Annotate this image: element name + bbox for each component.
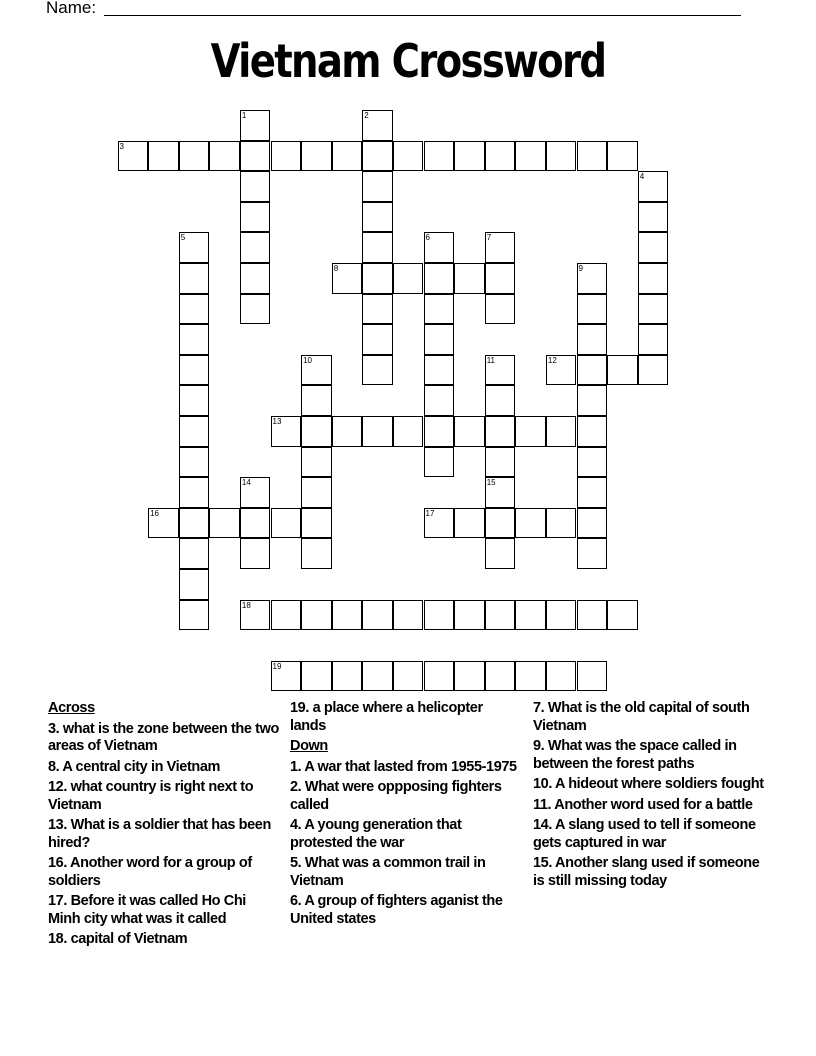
clue-item xyxy=(533,776,765,794)
clue-item-number: 13. xyxy=(48,817,67,833)
clue-item-text: a place where a helicopter lands xyxy=(290,700,483,734)
clues-column-1 xyxy=(48,700,280,952)
crossword-cell[interactable] xyxy=(424,447,455,478)
crossword-cell[interactable] xyxy=(577,263,608,294)
clue-item-number: 1. xyxy=(290,758,302,775)
crossword-cell[interactable] xyxy=(424,294,455,325)
crossword-cell[interactable] xyxy=(485,263,516,294)
crossword-cell[interactable] xyxy=(240,600,271,631)
crossword-cell[interactable] xyxy=(148,508,179,539)
crossword-cell[interactable] xyxy=(148,141,179,172)
clue-item-text: Another slang used if someone is still missing today xyxy=(533,855,760,889)
crossword-cell[interactable] xyxy=(179,141,210,172)
crossword-cell[interactable] xyxy=(546,508,577,539)
crossword-cell[interactable] xyxy=(485,447,516,478)
crossword-cell[interactable] xyxy=(607,141,638,172)
clues-column-2 xyxy=(290,700,520,931)
crossword-cell[interactable] xyxy=(179,416,210,447)
crossword-cell[interactable] xyxy=(454,508,485,539)
crossword-cell[interactable] xyxy=(271,508,302,539)
crossword-cell[interactable] xyxy=(271,141,302,172)
crossword-cell[interactable] xyxy=(577,294,608,325)
clue-item xyxy=(533,817,765,852)
clue-item-text: A young generation that protested the war xyxy=(290,817,462,851)
crossword-cell[interactable] xyxy=(454,661,485,692)
crossword-cell[interactable] xyxy=(332,263,363,294)
crossword-cell[interactable] xyxy=(179,477,210,508)
crossword-cell[interactable] xyxy=(301,416,332,447)
crossword-cell[interactable] xyxy=(240,232,271,263)
crossword-cell[interactable] xyxy=(393,141,424,172)
crossword-cell[interactable] xyxy=(240,477,271,508)
crossword-cell[interactable] xyxy=(301,600,332,631)
crossword-cell[interactable] xyxy=(577,324,608,355)
across-header: Across xyxy=(48,700,95,716)
clue-item xyxy=(290,817,520,852)
crossword-cell[interactable] xyxy=(240,508,271,539)
clue-item-text: what country is right next to Vietnam xyxy=(48,779,254,813)
clue-item-text: What were oppposing fighters called xyxy=(290,779,502,813)
clue-item xyxy=(48,893,280,928)
crossword-cell[interactable] xyxy=(332,416,363,447)
crossword-cell[interactable] xyxy=(424,600,455,631)
clue-item-number: 4. xyxy=(290,817,302,833)
clue-number: 6 xyxy=(425,233,430,243)
crossword-cell[interactable] xyxy=(362,661,393,692)
crossword-cell[interactable] xyxy=(271,416,302,447)
clue-item xyxy=(533,797,765,815)
crossword-cell[interactable] xyxy=(424,141,455,172)
crossword-cell[interactable] xyxy=(485,661,516,692)
crossword-cell[interactable] xyxy=(424,263,455,294)
clue-item-number: 18. xyxy=(48,931,67,947)
crossword-cell[interactable] xyxy=(118,141,149,172)
crossword-cell[interactable] xyxy=(393,661,424,692)
crossword-cell[interactable] xyxy=(577,416,608,447)
crossword-cell[interactable] xyxy=(362,600,393,631)
crossword-cell[interactable] xyxy=(485,232,516,263)
clue-item-text: Another word used for a battle xyxy=(551,796,753,813)
crossword-cell[interactable] xyxy=(546,416,577,447)
crossword-cell[interactable] xyxy=(638,171,669,202)
crossword-cell[interactable] xyxy=(515,416,546,447)
clue-item-number: 14. xyxy=(533,817,552,833)
clue-item-number: 3. xyxy=(48,720,60,737)
crossword-cell[interactable] xyxy=(638,324,669,355)
crossword-cell[interactable] xyxy=(577,508,608,539)
clue-item xyxy=(48,779,280,814)
clue-number: 16 xyxy=(150,508,159,518)
crossword-cell[interactable] xyxy=(424,324,455,355)
clue-item-text: what is the zone between the two areas of Vietnam xyxy=(48,720,279,754)
crossword-cell[interactable] xyxy=(240,294,271,325)
clue-item-number: 6. xyxy=(290,893,302,909)
clue-item xyxy=(290,700,520,735)
crossword-cell[interactable] xyxy=(362,141,393,172)
crossword-cell[interactable] xyxy=(179,324,210,355)
clue-item xyxy=(48,855,280,890)
crossword-cell[interactable] xyxy=(424,385,455,416)
crossword-cell[interactable] xyxy=(393,600,424,631)
crossword-cell[interactable] xyxy=(301,385,332,416)
clue-number: 14 xyxy=(241,478,251,488)
crossword-cell[interactable] xyxy=(638,294,669,325)
crossword-cell[interactable] xyxy=(485,385,516,416)
clue-item xyxy=(48,759,280,777)
crossword-cell[interactable] xyxy=(301,538,332,569)
crossword-cell[interactable] xyxy=(638,202,669,233)
clue-number: 15 xyxy=(486,478,496,488)
crossword-cell[interactable] xyxy=(638,263,669,294)
crossword-cell[interactable] xyxy=(240,110,271,141)
crossword-cell[interactable] xyxy=(240,263,271,294)
crossword-cell[interactable] xyxy=(332,141,363,172)
crossword-cell[interactable] xyxy=(577,447,608,478)
crossword-cell[interactable] xyxy=(362,324,393,355)
clue-number: 4 xyxy=(639,172,645,182)
crossword-cell[interactable] xyxy=(301,447,332,478)
crossword-cell[interactable] xyxy=(546,355,577,386)
crossword-cell[interactable] xyxy=(301,141,332,172)
clue-item-number: 10. xyxy=(533,776,552,792)
crossword-cell[interactable] xyxy=(301,355,332,386)
crossword-cell[interactable] xyxy=(362,294,393,325)
crossword-cell[interactable] xyxy=(362,263,393,294)
crossword-cell[interactable] xyxy=(485,141,516,172)
crossword-cell[interactable] xyxy=(362,202,393,233)
crossword-cell[interactable] xyxy=(424,232,455,263)
down-header: Down xyxy=(290,738,328,754)
crossword-cell[interactable] xyxy=(424,508,455,539)
crossword-cell[interactable] xyxy=(577,661,608,692)
clue-item-number: 17. xyxy=(48,893,67,909)
crossword-cell[interactable] xyxy=(271,600,302,631)
crossword-cell[interactable] xyxy=(577,141,608,172)
crossword-cell[interactable] xyxy=(577,355,608,386)
clue-item-number: 2. xyxy=(290,779,302,795)
crossword-cell[interactable] xyxy=(362,110,393,141)
clue-item-number: 9. xyxy=(533,738,545,754)
clue-item-text: What is the old capital of south Vietnam xyxy=(533,700,750,734)
clue-item-text: Another word for a group of soldiers xyxy=(48,855,252,889)
crossword-cell[interactable] xyxy=(424,416,455,447)
clue-item xyxy=(533,855,765,890)
crossword-cell[interactable] xyxy=(271,661,302,692)
crossword-cell[interactable] xyxy=(179,294,210,325)
crossword-cell[interactable] xyxy=(515,508,546,539)
clue-item-text: What was the space called in between the forest paths xyxy=(533,738,737,772)
clue-item-text: What is a soldier that has been hired? xyxy=(48,817,271,851)
crossword-cell[interactable] xyxy=(393,416,424,447)
crossword-cell[interactable] xyxy=(485,477,516,508)
clue-number: 1 xyxy=(241,111,247,120)
clue-number: 3 xyxy=(119,141,124,151)
crossword-cell[interactable] xyxy=(546,141,577,172)
crossword-cell[interactable] xyxy=(301,508,332,539)
clue-item-text: A hideout where soldiers fought xyxy=(551,776,764,792)
crossword-cell[interactable] xyxy=(393,263,424,294)
crossword-cell[interactable] xyxy=(424,355,455,386)
clue-item-number: 7. xyxy=(533,700,545,716)
crossword-cell[interactable] xyxy=(179,385,210,416)
clue-item-text: A central city in Vietnam xyxy=(59,758,221,775)
crossword-cell[interactable] xyxy=(424,661,455,692)
clue-item-number: 8. xyxy=(48,758,60,775)
clue-item-text: A group of fighters aganist the United states xyxy=(290,893,503,927)
clue-item xyxy=(290,893,520,928)
crossword-cell[interactable] xyxy=(546,661,577,692)
crossword-cell[interactable] xyxy=(515,661,546,692)
clue-number: 11 xyxy=(486,355,495,365)
crossword-cell[interactable] xyxy=(362,416,393,447)
crossword-cell[interactable] xyxy=(179,538,210,569)
crossword-cell[interactable] xyxy=(209,508,240,539)
crossword-cell[interactable] xyxy=(638,355,669,386)
crossword-cell[interactable] xyxy=(515,141,546,172)
crossword-cell[interactable] xyxy=(179,447,210,478)
clue-item xyxy=(290,855,520,890)
crossword-cell[interactable] xyxy=(179,263,210,294)
clue-item-number: 11. xyxy=(533,796,552,813)
clue-number: 17 xyxy=(425,508,435,518)
clue-item xyxy=(533,700,765,735)
page-title: Vietnam Crossword xyxy=(210,34,606,88)
clue-item-number: 19. xyxy=(290,700,309,716)
clue-item xyxy=(48,721,280,756)
crossword-cell[interactable] xyxy=(362,171,393,202)
crossword-cell[interactable] xyxy=(485,600,516,631)
crossword-cell[interactable] xyxy=(179,508,210,539)
name-label: Name: xyxy=(46,0,97,17)
clue-number: 13 xyxy=(272,417,282,426)
clues-column-3 xyxy=(533,700,765,893)
clue-item xyxy=(290,759,520,777)
crossword-cell[interactable] xyxy=(485,538,516,569)
crossword-cell[interactable] xyxy=(240,202,271,233)
clue-item-number: 12. xyxy=(48,779,67,795)
crossword-cell[interactable] xyxy=(240,538,271,569)
clue-number: 18 xyxy=(241,600,251,610)
clue-number: 9 xyxy=(578,264,583,273)
crossword-cell[interactable] xyxy=(179,600,210,631)
clue-item-number: 5. xyxy=(290,855,302,871)
clue-item-text: A war that lasted from 1955-1975 xyxy=(301,758,517,775)
crossword-cell[interactable] xyxy=(485,416,516,447)
clue-item-text: Before it was called Ho Chi Minh city what was it called xyxy=(48,893,246,927)
crossword-cell[interactable] xyxy=(209,141,240,172)
crossword-cell[interactable] xyxy=(301,661,332,692)
clue-number: 10 xyxy=(303,355,312,365)
clue-item xyxy=(290,779,520,814)
crossword-cell[interactable] xyxy=(454,600,485,631)
crossword-cell[interactable] xyxy=(577,477,608,508)
crossword-cell[interactable] xyxy=(179,355,210,386)
crossword-cell[interactable] xyxy=(332,661,363,692)
clue-item-text: A slang used to tell if someone gets captured in war xyxy=(533,817,756,851)
crossword-cell[interactable] xyxy=(638,232,669,263)
clue-item xyxy=(48,817,280,852)
crossword-cell[interactable] xyxy=(301,477,332,508)
crossword-cell[interactable] xyxy=(577,385,608,416)
crossword-cell[interactable] xyxy=(485,508,516,539)
crossword-cell[interactable] xyxy=(607,600,638,631)
crossword-cell[interactable] xyxy=(240,141,271,172)
crossword-cell[interactable] xyxy=(485,355,516,386)
crossword-cell[interactable] xyxy=(454,141,485,172)
crossword-cell[interactable] xyxy=(362,232,393,263)
crossword-cell[interactable] xyxy=(546,600,577,631)
clue-number: 19 xyxy=(272,661,282,671)
clue-item xyxy=(533,738,765,773)
crossword-cell[interactable] xyxy=(485,294,516,325)
crossword-cell[interactable] xyxy=(577,600,608,631)
clue-number: 2 xyxy=(364,111,369,120)
crossword-cell[interactable] xyxy=(332,600,363,631)
crossword-cell[interactable] xyxy=(240,171,271,202)
clue-item xyxy=(48,931,280,949)
clue-number: 7 xyxy=(486,233,492,243)
crossword-cell[interactable] xyxy=(454,416,485,447)
crossword-cell[interactable] xyxy=(362,355,393,386)
clue-item-text: What was a common trail in Vietnam xyxy=(290,855,486,889)
crossword-cell[interactable] xyxy=(515,600,546,631)
crossword-cell[interactable] xyxy=(607,355,638,386)
clue-number: 12 xyxy=(547,355,557,365)
crossword-cell[interactable] xyxy=(179,569,210,600)
clue-item-number: 15. xyxy=(533,855,552,871)
crossword-cell[interactable] xyxy=(577,538,608,569)
crossword-cell[interactable] xyxy=(179,232,210,263)
clue-item-text: capital of Vietnam xyxy=(66,931,188,947)
clue-number: 5 xyxy=(180,233,186,243)
crossword-cell[interactable] xyxy=(454,263,485,294)
clue-number: 8 xyxy=(333,264,339,273)
clue-item-number: 16. xyxy=(48,855,67,871)
